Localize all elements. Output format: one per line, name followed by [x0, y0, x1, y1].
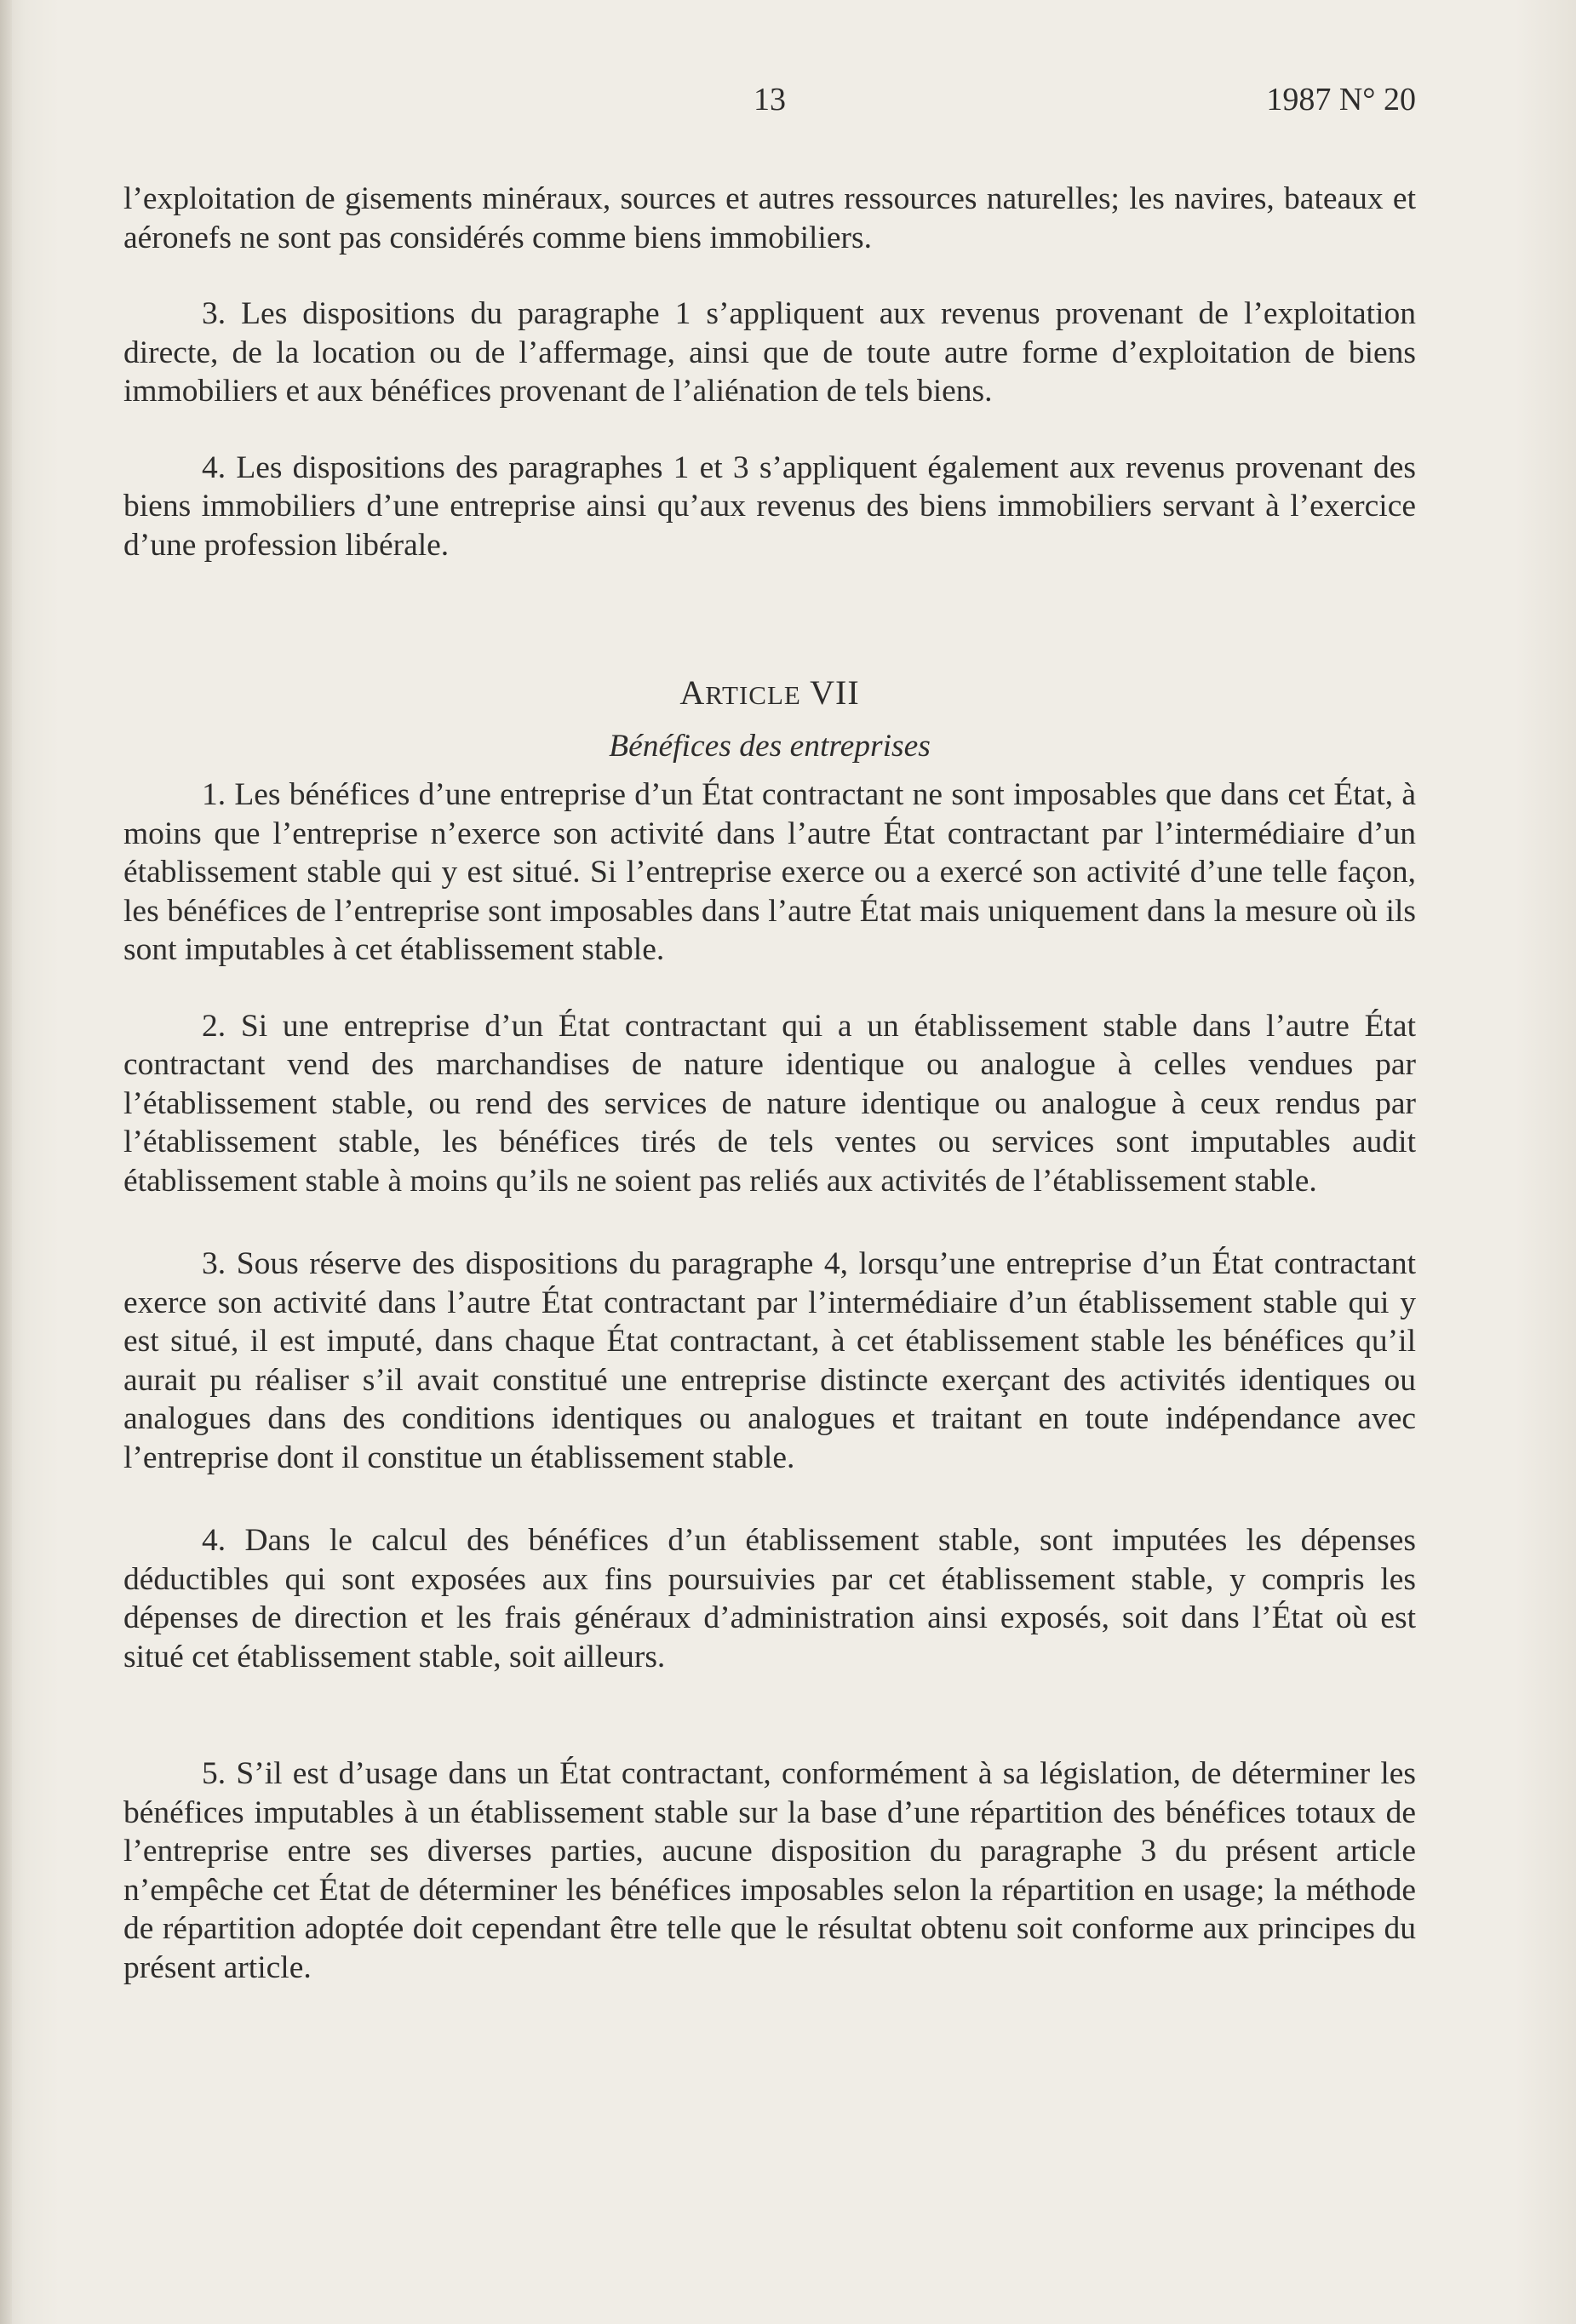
article-paragraph-3: 3. Sous réserve des dispositions du paragraphe 4, lorsqu’une entreprise d’un État contractant exerce son activité dans l’autre État contractant par l’intermédiaire d’un établissement stable qui y est situé, il est imputé, dans chaque État contractant, à cet établissement stable les bénéfices qu’il aurait pu réaliser s’il avait constitué une entreprise distincte exerçant des activités identiques ou analogues dans des conditions identiques ou analogues et traitant en toute indépendance avec l’entreprise dont il constitue un établissement stable.: [123, 1246, 1416, 1475]
article-paragraph-4: 4. Dans le calcul des bénéfices d’un établissement stable, sont imputées les dépenses déductibles qui sont exposées aux fins poursuivies par cet établissement stable, y compris les dépenses de direction et les frais généraux d’administration ainsi exposés, soit dans l’État où est situé cet établissement stable, soit ailleurs.: [123, 1523, 1416, 1674]
article-paragraph-2: 2. Si une entreprise d’un État contractant qui a un établissement stable dans l’autre État contractant vend des marchandises de nature identique ou analogue à celles vendues par l’établissement stable, ou rend des services de nature identique ou analogue à ceux rendus par l’établissement stable, les bénéfices tirés de tels ventes ou services sont imputables audit établissement stable à moins qu’ils ne soient pas reliés aux activités de l’établissement stable.: [123, 1008, 1416, 1199]
article-subtitle: Bénéfices des entreprises: [609, 728, 931, 764]
article-paragraph-5: 5. S’il est d’usage dans un État contractant, conformément à sa législation, de déterminer les bénéfices imputables à un établissement stable sur la base d’une répartition des bénéfices totaux de l’entreprise entre ses diverses parties, aucune disposition du paragraphe 3 du présent article n’empêche cet État de déterminer les bénéfices imposables selon la répartition en usage; la méthode de répartition adoptée doit cependant être telle que le résultat obtenu soit conforme aux principes du présent article.: [123, 1756, 1416, 1985]
body-text: [123, 180, 1416, 1987]
paragraph-4: 4. Les dispositions des paragraphes 1 et 3 s’appliquent également aux revenus provenant des biens immobiliers d’une entreprise ainsi qu’aux revenus des biens immobiliers servant à l’exercice d’une profession libérale.: [123, 449, 1416, 563]
article-paragraph-1: 1. Les bénéfices d’une entreprise d’un État contractant ne sont imposables que dans cet État, à moins que l’entreprise n’exerce son activité dans l’autre État contractant par l’intermédiaire d’un établissement stable qui y est situé. Si l’entreprise exerce ou a exercé son activité d’une telle façon, les bénéfices de l’entreprise sont imposables dans l’autre État mais uniquement dans la mesure où ils sont imputables à cet établissement stable.: [123, 777, 1416, 967]
paragraph-3: 3. Les dispositions du paragraphe 1 s’appliquent aux revenus provenant de l’exploitation directe, de la location ou de l’affermage, ainsi que de toute autre forme d’exploitation de biens immobiliers et aux bénéfices provenant de l’aliénation de tels biens.: [123, 296, 1416, 409]
intro-paragraph: l’exploitation de gisements minéraux, sources et autres ressources naturelles; les navires, bateaux et aéronefs ne sont pas considérés comme biens immobiliers.: [123, 181, 1416, 255]
article-heading: [123, 673, 1416, 715]
page-number: 13: [754, 82, 786, 117]
page-binding-edge: [0, 0, 12, 2324]
article-label-rest: RTICLE: [705, 680, 801, 710]
article-number: VII: [810, 673, 860, 712]
article-label-initial: A: [679, 673, 706, 712]
year-and-number: 1987 N° 20: [1266, 82, 1416, 117]
page-header: [123, 78, 1416, 121]
